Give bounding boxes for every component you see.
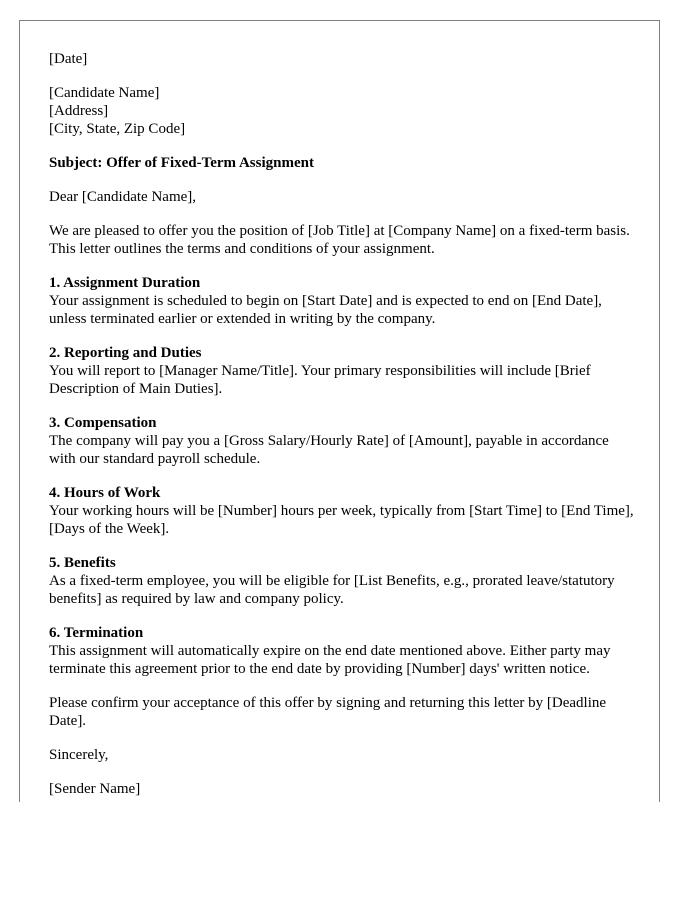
letter-salutation: Dear [Candidate Name], — [49, 189, 197, 205]
section-title: 3. Compensation — [49, 415, 157, 431]
letter-signoff: Sincerely, — [49, 747, 109, 763]
section-body: Your working hours will be [Number] hours per week, typically from [Start Time] to [End Time], [Days of the Week]. — [49, 503, 634, 537]
section-title: 1. Assignment Duration — [49, 275, 201, 291]
letter-date: [Date] — [49, 51, 88, 67]
letter-content — [49, 50, 634, 798]
section-title: 4. Hours of Work — [49, 485, 161, 501]
section-reporting-duties — [49, 344, 634, 398]
section-body: Your assignment is scheduled to begin on [Start Date] and is expected to end on [End Date], unless terminated earlier or extended in writing by the company. — [49, 293, 602, 327]
section-benefits — [49, 554, 634, 608]
letter-closing-paragraph: Please confirm your acceptance of this offer by signing and returning this letter by [Deadline Date]. — [49, 695, 607, 729]
recipient-address-block — [49, 84, 634, 138]
section-body: The company will pay you a [Gross Salary/Hourly Rate] of [Amount], payable in accordance with our standard payroll schedule. — [49, 433, 609, 467]
letter-subject: Subject: Offer of Fixed-Term Assignment — [49, 155, 314, 171]
section-hours-of-work — [49, 484, 634, 538]
section-compensation — [49, 414, 634, 468]
section-title: 6. Termination — [49, 625, 144, 641]
recipient-address: [Address] — [49, 103, 109, 119]
section-body: You will report to [Manager Name/Title]. Your primary responsibilities will include [Brief Description of Main Duties]. — [49, 363, 591, 397]
section-title: 2. Reporting and Duties — [49, 345, 202, 361]
signer-name: [Sender Name] — [49, 781, 141, 797]
section-assignment-duration — [49, 274, 634, 328]
section-body: As a fixed-term employee, you will be eligible for [List Benefits, e.g., prorated leave/statutory benefits] as required by law and company policy. — [49, 573, 615, 607]
recipient-name: [Candidate Name] — [49, 85, 160, 101]
section-body: This assignment will automatically expire on the end date mentioned above. Either party may terminate this agreement prior to the end date by providing [Number] days' written notice. — [49, 643, 611, 677]
section-termination — [49, 624, 634, 678]
section-title: 5. Benefits — [49, 555, 116, 571]
recipient-city-state-zip: [City, State, Zip Code] — [49, 121, 186, 137]
letter-page — [19, 20, 660, 802]
letter-intro: We are pleased to offer you the position of [Job Title] at [Company Name] on a fixed-term basis. This letter outlines the terms and conditions of your assignment. — [49, 223, 630, 257]
